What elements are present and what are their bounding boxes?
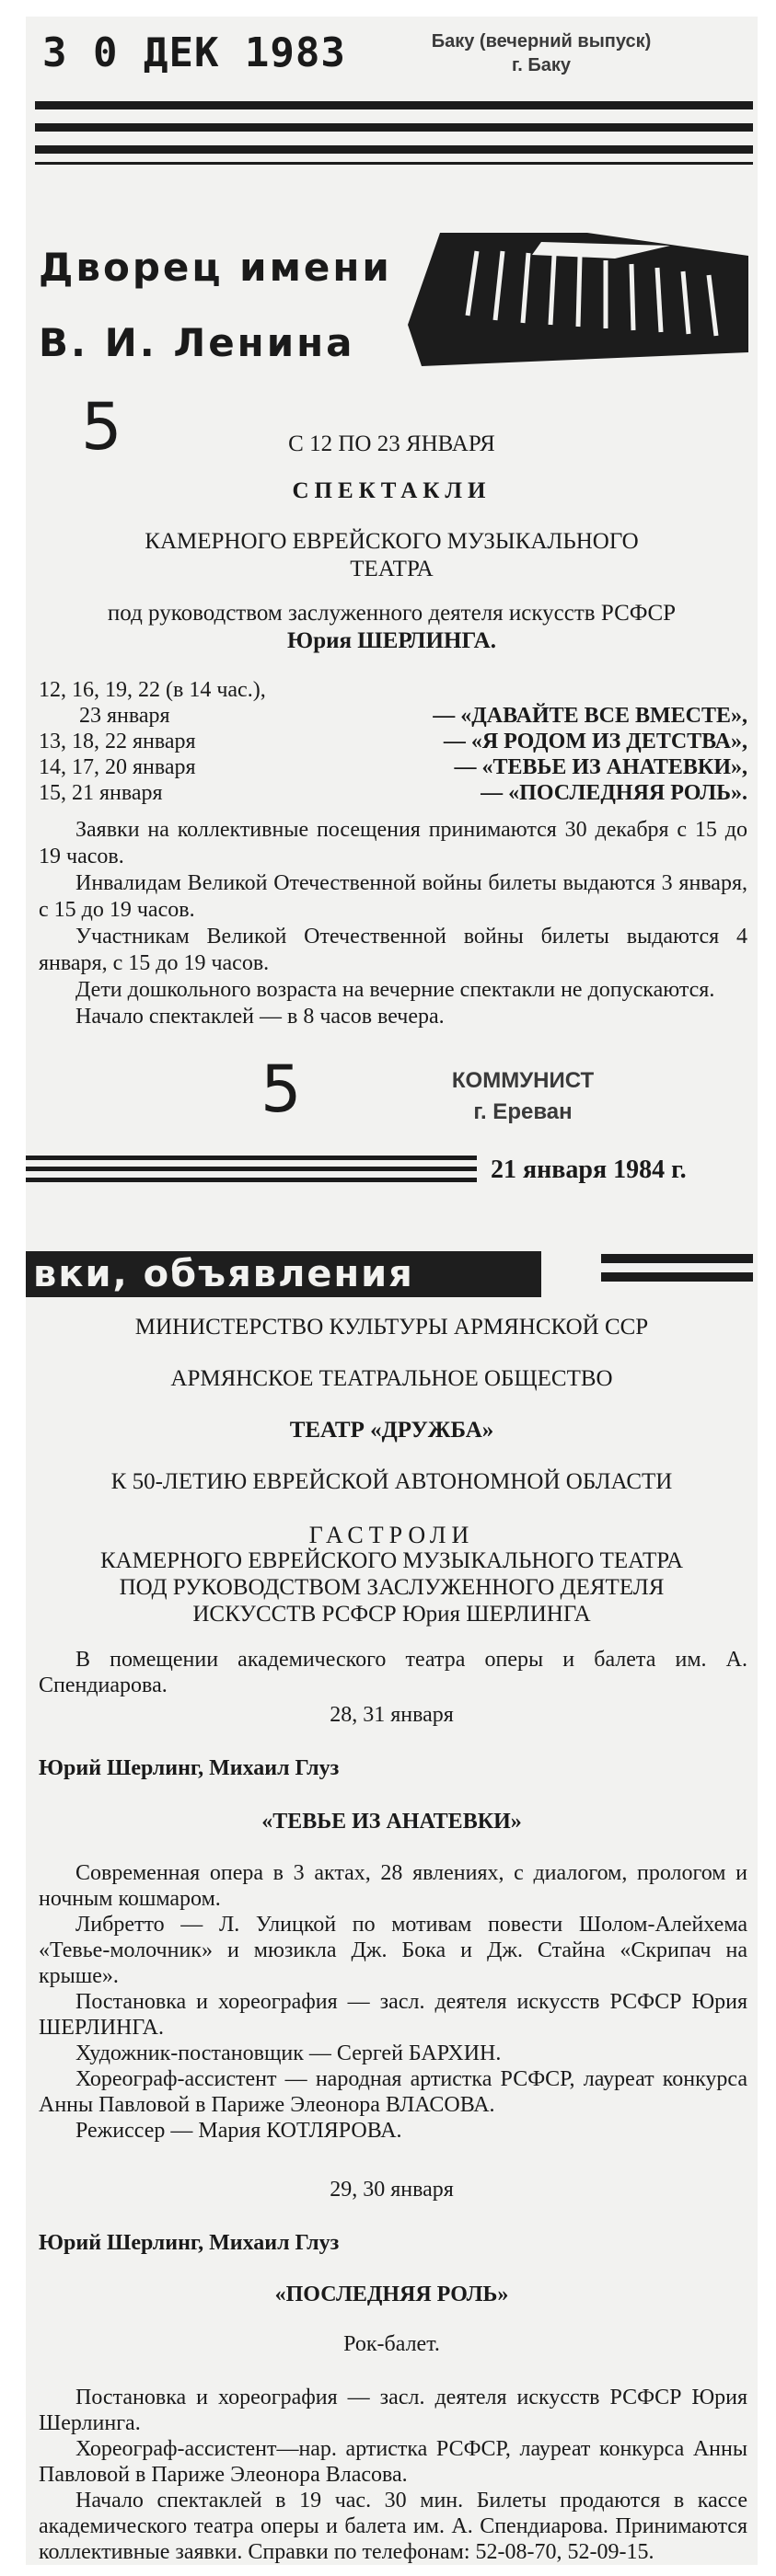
band-rule	[601, 1254, 753, 1263]
palace-logo-icon	[403, 214, 758, 375]
note-paragraph: Инвалидам Великой Отечественной войны билеты выдаются 3 января, с 15 до 19 часов.	[39, 871, 747, 922]
program-title: — «ТЕВЬЕ ИЗ АНАТЕВКИ»,	[454, 755, 747, 779]
anniversary-line: К 50-ЛЕТИЮ ЕВРЕЙСКОЙ АВТОНОМНОЙ ОБЛАСТИ	[110, 1469, 673, 1494]
detail-paragraph: Режиссер — Мария КОТЛЯРОВА.	[75, 2119, 402, 2143]
program-row	[39, 703, 747, 729]
date-range: С 12 ПО 23 ЯНВАРЯ	[288, 431, 495, 456]
source-stamp-line: КОММУНИСТ	[451, 1068, 595, 1093]
handwritten-mark: 5	[261, 1052, 302, 1127]
show-authors: Юрий Шерлинг, Михаил Глуз	[39, 2231, 340, 2255]
detail-paragraph: Постановка и хореография — засл. деятеля искусств РСФСР Юрия Шерлинга.	[39, 2386, 747, 2435]
header-rule	[35, 101, 753, 109]
newspaper-clippings	[26, 17, 758, 2565]
detail-paragraph: Художник-постановщик — Сергей БАРХИН.	[75, 2041, 502, 2065]
program-title: — «ПОСЛЕДНЯЯ РОЛЬ».	[481, 781, 747, 805]
tour-heading: ГАСТРОЛИ	[308, 1522, 475, 1548]
source-stamp	[422, 1065, 624, 1128]
program-row	[39, 729, 747, 754]
theatre-name-line: ТЕАТРА	[350, 557, 434, 581]
header-rule	[35, 123, 753, 132]
date-stamp: 3 0 ДЕК 1983	[42, 29, 346, 76]
detail-paragraph: Современная опера в 3 актах, 28 явлениях, с диалогом, прологом и ночным кошмаром.	[39, 1861, 747, 1911]
show-genre: Рок-балет.	[343, 2332, 440, 2356]
direction-line: под руководством заслуженного деятеля искусств РСФСР	[107, 601, 677, 626]
program-row	[39, 677, 747, 703]
publication-date: 21 января 1984 г.	[491, 1156, 687, 1184]
show-details	[39, 1860, 747, 2144]
detail-paragraph: Постановка и хореография — засл. деятеля искусств РСФСР Юрия ШЕРЛИНГА.	[39, 1990, 747, 2040]
note-paragraph: Дети дошкольного возраста на вечерние спектакли не допускаются.	[75, 978, 715, 1002]
tour-subheading-line: ИСКУССТВ РСФСР Юрия ШЕРЛИНГА	[192, 1602, 591, 1627]
header-rule	[35, 162, 753, 165]
program-list	[39, 677, 747, 806]
note-paragraph: Заявки на коллективные посещения принимаются 30 декабря с 15 до 19 часов.	[39, 818, 747, 868]
header-rule	[26, 1156, 477, 1160]
show-title: «ТЕВЬЕ ИЗ АНАТЕВКИ»	[261, 1810, 522, 1834]
venue-line: В. И. Ленина	[39, 320, 355, 365]
program-title: — «Я РОДОМ ИЗ ДЕТСТВА»,	[443, 730, 747, 753]
theatre-name	[26, 528, 758, 583]
detail-paragraph: Хореограф-ассистент—нар. артистка РСФСР, лауреат конкурса Анны Павловой в Париже Элеонора Власова.	[39, 2437, 747, 2487]
show-authors: Юрий Шерлинг, Михаил Глуз	[39, 1756, 340, 1780]
header-rule	[35, 145, 753, 154]
header-rule	[26, 1178, 477, 1182]
program-dates: 15, 21 января	[39, 781, 163, 805]
notes	[39, 817, 747, 1030]
director-name: Юрия ШЕРЛИНГА.	[287, 628, 496, 653]
detail-paragraph: Хореограф-ассистент — народная артистка РСФСР, лауреат конкурса Анны Павловой в Париже Элеонора ВЛАСОВА.	[39, 2067, 747, 2117]
venue-line: Дворец имени	[39, 245, 392, 290]
tour-subheading	[26, 1547, 758, 1627]
program-row	[39, 780, 747, 806]
tour-subheading-line: ПОД РУКОВОДСТВОМ ЗАСЛУЖЕННОГО ДЕЯТЕЛЯ	[119, 1575, 665, 1600]
venue-paragraph: В помещении академического театра оперы и балета им. А. Спендиарова.	[39, 1648, 747, 1697]
program-dates: 14, 17, 20 января	[39, 755, 196, 779]
source-stamp-line: Баку (вечерний выпуск)	[431, 31, 652, 52]
source-stamp-line: г. Баку	[511, 55, 572, 75]
tour-subheading-line: КАМЕРНОГО ЕВРЕЙСКОГО МУЗЫКАЛЬНОГО ТЕАТРА	[99, 1548, 684, 1573]
program-row	[39, 754, 747, 780]
header-rule	[26, 1167, 477, 1171]
detail-paragraph: Начало спектаклей в 19 час. 30 мин. Билеты продаются в кассе академического театра оперы и балета им. А. Спендиарова. Принимаются коллективные заявки. Справки по телефонам: 52-08-70, 52-09-15.	[39, 2489, 747, 2564]
program-dates: 23 января	[79, 704, 170, 728]
handwritten-mark: 5	[81, 389, 122, 465]
show-title: «ПОСЛЕДНЯЯ РОЛЬ»	[274, 2283, 509, 2306]
show-dates: 28, 31 января	[330, 1703, 454, 1727]
program-dates: 12, 16, 19, 22 (в 14 час.),	[39, 678, 266, 702]
org-line: МИНИСТЕРСТВО КУЛЬТУРЫ АРМЯНСКОЙ ССР	[134, 1315, 649, 1340]
program-dates: 13, 18, 22 января	[39, 730, 196, 753]
source-stamp-line: г. Ереван	[473, 1099, 573, 1124]
band-rule	[601, 1272, 753, 1282]
section-heading: СПЕКТАКЛИ	[292, 478, 492, 503]
show-dates: 29, 30 января	[330, 2178, 454, 2202]
source-stamp	[394, 29, 689, 77]
theatre-name: ТЕАТР «ДРУЖБА»	[289, 1418, 494, 1443]
detail-paragraph: Либретто — Л. Улицкой по мотивам повести Шолом-Алейхема «Тевье-молочник» и мюзикла Дж. Бока и Дж. Стайна «Скрипач на крыше».	[39, 1913, 747, 1988]
venue-text	[39, 1647, 747, 1698]
note-paragraph: Участникам Великой Отечественной войны билеты выдаются 4 января, с 15 до 19 часов.	[39, 925, 747, 975]
theatre-name-line: КАМЕРНОГО ЕВРЕЙСКОГО МУЗЫКАЛЬНОГО	[145, 529, 639, 554]
note-paragraph: Начало спектаклей — в 8 часов вечера.	[75, 1005, 445, 1029]
org-line: АРМЯНСКОЕ ТЕАТРАЛЬНОЕ ОБЩЕСТВО	[170, 1366, 613, 1391]
section-band: вки, объявления	[26, 1251, 541, 1297]
show-details	[39, 2385, 747, 2565]
program-title: — «ДАВАЙТЕ ВСЕ ВМЕСТЕ»,	[433, 704, 747, 728]
